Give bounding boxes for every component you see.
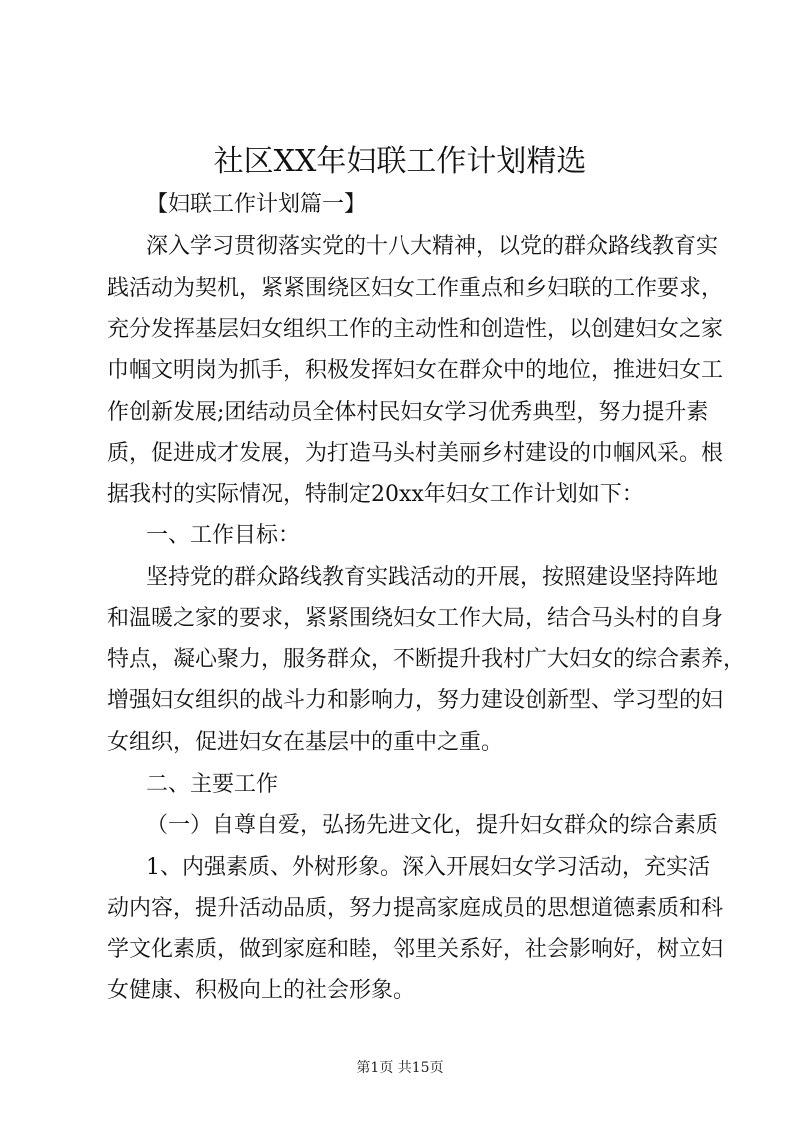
section-heading: 【妇联工作计划篇一】: [146, 192, 367, 217]
paragraph-3-line-4: 女健康、积极向上的社会形象。: [107, 978, 416, 1003]
paragraph-1-line-5: 作创新发展;团结动员全体村民妇女学习优秀典型，努力提升素: [107, 400, 709, 425]
paragraph-2-line-2: 和温暖之家的要求，紧紧围绕妇女工作大局，结合马头村的自身: [107, 606, 724, 631]
paragraph-2-line-4: 增强妇女组织的战斗力和影响力，努力建设创新型、学习型的妇: [107, 688, 724, 713]
subheading-1: （一）自尊自爱，弘扬先进文化，提升妇女群众的综合素质: [146, 813, 719, 838]
page-number: 第1页 共15页: [356, 1060, 444, 1076]
paragraph-1-line-3: 充分发挥基层妇女组织工作的主动性和创造性，以创建妇女之家: [107, 317, 724, 342]
heading-work-goals: 一、工作目标：: [146, 523, 301, 548]
paragraph-1-line-4: 巾帼文明岗为抓手，积极发挥妇女在群众中的地位，推进妇女工: [107, 358, 724, 383]
paragraph-3-line-2: 动内容，提升活动品质，努力提高家庭成员的思想道德素质和科: [107, 896, 724, 921]
paragraph-3-line-3: 学文化素质，做到家庭和睦，邻里关系好，社会影响好，树立妇: [107, 937, 724, 962]
paragraph-1-line-6: 质，促进成才发展，为打造马头村美丽乡村建设的巾帼风采。根: [107, 441, 724, 466]
paragraph-1-line-7: 据我村的实际情况，特制定20xx年妇女工作计划如下：: [107, 482, 644, 507]
heading-main-work: 二、主要工作: [146, 772, 279, 797]
paragraph-1-line-2: 践活动为契机，紧紧围绕区妇女工作重点和乡妇联的工作要求，: [107, 276, 724, 301]
paragraph-1-line-1: 深入学习贯彻落实党的十八大精神，以党的群众路线教育实: [146, 234, 719, 259]
paragraph-2-line-1: 坚持党的群众路线教育实践活动的开展，按照建设坚持阵地: [146, 565, 719, 590]
paragraph-2-line-3: 特点，凝心聚力，服务群众，不断提升我村广大妇女的综合素养，: [107, 647, 746, 672]
page-title: 社区XX年妇联工作计划精选: [213, 144, 587, 179]
paragraph-2-line-5: 女组织，促进妇女在基层中的重中之重。: [107, 730, 504, 755]
paragraph-3-line-1: 1、内强素质、外树形象。深入开展妇女学习活动，充实活: [146, 855, 710, 880]
